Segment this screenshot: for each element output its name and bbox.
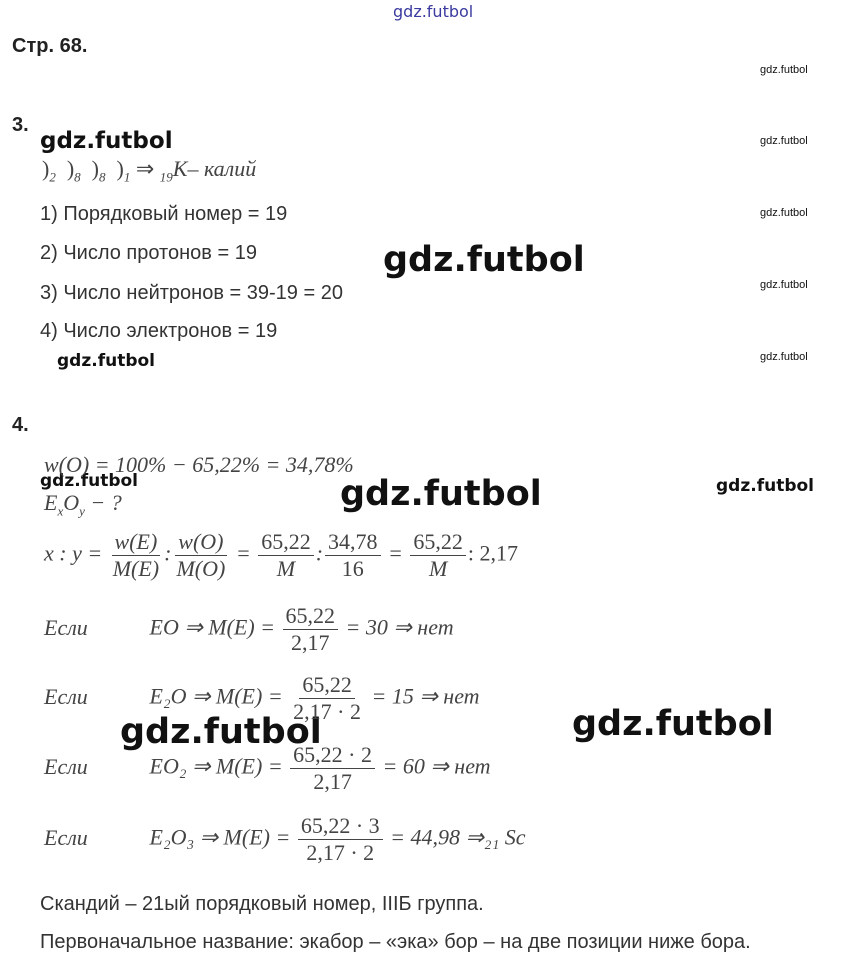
task3-number: 3. [12, 114, 29, 136]
oxygen-fraction-line: w(O) = 100% − 65,22% = 34,78% [44, 452, 354, 477]
watermark-large: gdz.futbol [383, 240, 585, 280]
conclusion-line: Первоначальное название: экабор – «эка» бор – на две позиции ниже бора. [40, 931, 751, 953]
electron-shell-formula: )$_2$ )$_8$ )$_8$ )$_1$ ⇒ $_{19}$K– калий [42, 156, 257, 185]
watermark-small: gdz.futbol [760, 351, 808, 363]
case-row: Если E₂O ⇒ M(E) = $\frac{65,22}{2,17 \cdot 2}$ = 15 ⇒ нет [44, 672, 480, 724]
watermark-mid: gdz.futbol [716, 476, 814, 496]
task3-item: 2) Число протонов = 19 [40, 242, 257, 264]
case-row: Если EO₂ ⇒ M(E) = $\frac{65,22 \cdot 2}{2,17}$ = 60 ⇒ нет [44, 742, 491, 794]
case-row: Если E₂O₃ ⇒ M(E) = $\frac{65,22 \cdot 3}{2,17 \cdot 2}$ = 44,98 ⇒₂₁ Sc [44, 813, 526, 865]
watermark-small: gdz.futbol [760, 64, 808, 76]
watermark-large: gdz.futbol [572, 704, 774, 744]
task3-item: 1) Порядковый номер = 19 [40, 203, 288, 225]
watermark-large: gdz.futbol [120, 712, 322, 752]
watermark-mid: gdz.futbol [57, 351, 155, 371]
case-row: Если EO ⇒ M(E) = $\frac{65,22}{2,17}$ = 30 ⇒ нет [44, 603, 454, 655]
watermark-medium: gdz.futbol [40, 128, 173, 154]
watermark-small: gdz.futbol [760, 207, 808, 219]
task3-item: 3) Число нейтронов = 39-19 = 20 [40, 282, 343, 304]
watermark-large: gdz.futbol [340, 474, 542, 514]
ratio-equation: x : y = $\frac{w(E)}{M(E)}$ : $\frac{w(O)}{M(O)}$ = $\frac{65,22}{M}$ : $\frac{34,78}{16}$ = $\frac{65,22}{M}$ : 2,17 [44, 529, 518, 581]
task3-item: 4) Число электронов = 19 [40, 320, 278, 342]
task4-number: 4. [12, 414, 29, 436]
oxide-formula-line: $E_xO_y$ − ? [44, 490, 122, 519]
watermark-top-link[interactable]: gdz.futbol [393, 2, 474, 21]
watermark-small: gdz.futbol [760, 279, 808, 291]
page-label: Стр. 68. [12, 35, 88, 57]
conclusion-line: Скандий – 21ый порядковый номер, IIIБ группа. [40, 893, 484, 915]
watermark-mid: gdz.futbol [40, 471, 138, 491]
watermark-small: gdz.futbol [760, 135, 808, 147]
